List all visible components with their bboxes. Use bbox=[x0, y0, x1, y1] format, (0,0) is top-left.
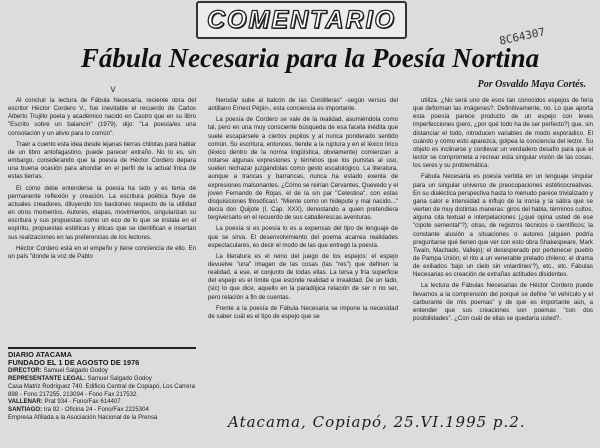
handwritten-archive-code: 8C64307 bbox=[498, 25, 547, 48]
newspaper-masthead-box bbox=[8, 347, 196, 440]
paragraph: Neruda/ sube al balcón de las Cordilleras" -según versos del antillano Ernest Pépin-, esta conciencia es importante. bbox=[208, 97, 398, 113]
section-banner bbox=[196, 1, 407, 39]
paragraph: Traer a cuento esta idea desde lejanas tierras chilotas para hablar de un libro antofagastino, puede parecer extraño. No lo es, sin embargo, considerando que la poesía de Héctor Cordero depara una buena ocasión para ahondar en el perfil de la actual lírica de estas tierras. bbox=[8, 140, 196, 181]
paragraph: Héctor Cordero está en el empeño y tiene conciencia de ello. En un país "donde la voz de Pablo bbox=[8, 244, 196, 260]
newspaper-founded: FUNDADO EL 1 DE AGOSTO DE 1976 bbox=[8, 357, 140, 367]
article-title: Fábula Necesaria para la Poesía Nortina bbox=[80, 43, 540, 73]
handwritten-source-note: Atacama, Copiapó, 25.VI.1995 p.2. bbox=[228, 413, 526, 431]
masthead-text: Casa Matriz Rodríguez 740. Edificio Central de Copiapó, Los Carrera 898 - Fono 217255, 213094 - Fono Fax 217532. bbox=[8, 382, 195, 398]
masthead-row bbox=[8, 375, 196, 383]
newspaper-name: DIARIO ATACAMA bbox=[8, 350, 72, 359]
paragraph: El cómo debe entenderse la poesía ha sido y es tema de permanente reflexión y creación. La escritura poética fluye de actuales creadores, diluyendo los bastiones respecto de la utilidad en otros momentos. Autores, etapas, movimientos, singularizan su escritura y sus propuestas como un eco de lo que se instala en el espíritu, propuestas estéticas y éticas que se identifican e insertan sus realizaciones en las preferencias de los lectores. bbox=[8, 184, 196, 241]
masthead-text: Empresa Afiliada a la Asociación Nacional de la Prensa bbox=[8, 414, 158, 422]
masthead-text: Samuel Salgado Godoy bbox=[43, 366, 108, 374]
article-column-2 bbox=[208, 97, 398, 430]
paragraph: La poesía si es poesía lo es a expensas del tipo de lenguaje de que se sirva. El desenvolvimiento del poema acarrea realidades espectaculares, es decir el modo de las que entregó la poesía. bbox=[208, 225, 398, 249]
paragraph: Frente a la poesía de Fábula Necesaria se impone la necesidad de saber cuál es el tipo de espejo que se bbox=[208, 304, 398, 320]
handwritten-mark: v bbox=[110, 84, 117, 95]
section-banner-label: COMENTARIO bbox=[207, 5, 396, 34]
masthead-row bbox=[8, 383, 196, 399]
masthead-label: VALLENAR: bbox=[8, 398, 43, 406]
article-column-1 bbox=[8, 97, 196, 345]
masthead-row bbox=[8, 414, 196, 422]
paragraph: La poesía de Cordero se vale de la realidad, asumiéndola como tal, pero en una muy consciente búsqueda de esa faceta inédita que suele escapársele a ciertos pupilos y al nunca ponderado sentido común. Su escritura, entonces, tiende a la ruptura y en el léxico lírico (léxico dentro de la norma lingüística, obviamente) comienzan a notarse algunas expresiones y términos que los puristas al uso, suelen rechazar juzgándolas como gesto escatológico. La literatura, aunque a trancas y barrancas, nunca ha estado exenta de expresiones malsonantes. ¿Cómo se reirían Cervantes, Quevedo y el joven Fernando de Rojas, el de la sin par "Celestina", con estas disquisiciones filosóficas!. "Miente como un hidepute y mal nacido..." decía don Quijote (I. Cap. XXX), denostando a quien pretendiera tergiversarlo en el recuerdo de sus caballerescas aventuras. bbox=[208, 116, 398, 222]
paragraph: Fábula Necesaria es poesía vertida en un lenguaje singular para un singular universo de preocupaciones estéticocreativas. En su dialéctica perspectiva hasta lo menudo parece trivializado y gana calor e intensidad a influjo de la ironía y la sátira que se vierten de muy distintas maneras: giros del habla, términos cultos, alguna cita textual e interpelaciones (¿qué opina usted de ese "cipote semental"?); otras, de registros técnicos o científicos; la constante alusión a situaciones o autores (alguien podría preguntarse qué tienen que ver con esto obra Shakespeare, Mark Twain, Machado, Vallejo); el desesperado por pertenecer pueblo de Pampa Unión; el rito a un venerable prelado chileno; el drama de exiliados 'bajo un cielo sin volantines'?), etc., etc. Fábulas Necesarias es creación de extrañas actitudes disidentes. bbox=[413, 173, 593, 279]
masthead-row bbox=[8, 398, 196, 406]
masthead-row bbox=[8, 406, 196, 414]
article-byline: Por Osvaldo Maya Cortés. bbox=[477, 79, 586, 90]
masthead-text: Prat 934 - Fono/Fax 614407 bbox=[44, 398, 121, 406]
masthead-label: DIRECTOR: bbox=[8, 366, 42, 374]
paragraph: La lectura de Fábulas Necesarias de Héctor Cordero puede llevarnos a la comprensión del porqué se define "el vehículo y el carburante de mis poemas" y de que es importante aún, a entender que sus creaciones son poemas "con dos posibilidades". ¿Con cuál de ellas se quedaría usted?. bbox=[413, 282, 593, 323]
paragraph: utiliza. ¿No será uno de esos tan conocidos espejos de feria que deforman las imágenes?. Definitivamente, no. Lo que aporta esta poesía parece producto de un espejo con leves imperfecciones (pero, ¿por qué todo ha de ser perfecto?) que, sin distanciar el todo, introducen variables de modo esporádico. El cuándo y cómo esto aparezca, golpea la conciencia del lector. Su objeto es inclinarse y conllevar un verdadero desafío para que el lector se comprometa a recrear esta singular visión de las cosas, los seres y su problemática. bbox=[413, 97, 593, 170]
article-column-3 bbox=[413, 97, 593, 430]
masthead-label: SANTIAGO: bbox=[8, 406, 43, 414]
masthead-row bbox=[8, 367, 196, 375]
paragraph: La literatura es el reino del juego de los espejos: el espejo devuelve "una" imagen de las cosas (las "res") que definen la realidad, a ese, el conjunto de todas ellas. La tersa y fría superficie del espejo es el límite que escinde realidad e irrealidad. De un lado, (sic) lo que dice, aquello en la paradójica relación de ser o no ser, pero relación a fin de cuentas. bbox=[208, 252, 398, 301]
masthead-text: Ira 92 - Oficina 24 - Fono/Fax 2225304 bbox=[43, 406, 149, 414]
paragraph: Al concluir la lectura de Fábula Necesaria, reciente obra del escritor Héctor Cordero V., fue inevitable el recuerdo de Carlos Alberto Trujillo poeta y académico nacido en Castro que en su libro "Escrito sobre un balancín" (1979), dijo: "La poesía/es una consolación y un alivio para lo común". bbox=[8, 97, 196, 137]
masthead-text: Samuel Salgado Godoy bbox=[87, 374, 152, 382]
masthead-label: REPRESENTANTE LEGAL: bbox=[8, 374, 86, 382]
